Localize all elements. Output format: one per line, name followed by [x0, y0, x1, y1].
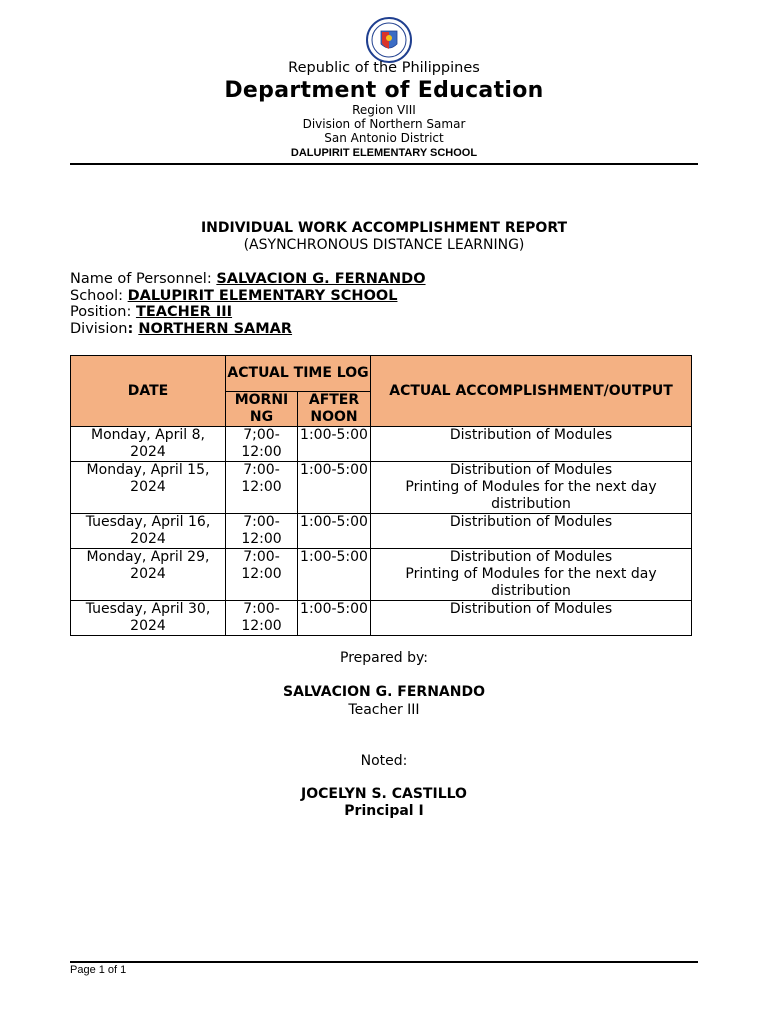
personnel-position: TEACHER III — [135, 304, 233, 320]
prepared-label: Prepared by: — [340, 650, 428, 666]
output-item: Printing of Modules for the next day distribution — [405, 479, 657, 512]
personnel-name-line — [70, 271, 426, 287]
region-text: Region VIII — [352, 103, 416, 117]
date-cell: Tuesday, April 16, 2024 — [71, 514, 226, 549]
date-cell: Monday, April 15, 2024 — [71, 462, 226, 514]
department-title: Department of Education — [224, 78, 544, 103]
time-log-header: ACTUAL TIME LOG — [226, 356, 371, 392]
name-label: Name of Personnel: — [70, 271, 217, 287]
date-cell: Monday, April 8, 2024 — [71, 427, 226, 462]
position-label: Position: — [70, 304, 136, 320]
republic-heading: Republic of the Philippines — [288, 60, 480, 76]
deped-seal-icon — [362, 17, 416, 63]
time-log-body — [71, 427, 692, 636]
output-cell — [371, 549, 692, 601]
output-cell — [371, 514, 692, 549]
morning-cell: 7;00-12:00 — [226, 427, 298, 462]
table-row — [71, 427, 692, 462]
output-item: Distribution of Modules — [449, 462, 613, 478]
date-cell: Tuesday, April 30, 2024 — [71, 601, 226, 636]
table-row — [71, 549, 692, 601]
noted-position: Principal I — [344, 803, 424, 819]
afternoon-cell: 1:00-5:00 — [298, 427, 371, 462]
table-row — [71, 601, 692, 636]
report-subtitle: (ASYNCHRONOUS DISTANCE LEARNING) — [243, 237, 525, 253]
morning-cell: 7:00-12:00 — [226, 514, 298, 549]
noted-label: Noted: — [360, 753, 408, 769]
output-item: Printing of Modules for the next day distribution — [405, 566, 657, 599]
morning-cell: 7:00-12:00 — [226, 462, 298, 514]
date-cell: Monday, April 29, 2024 — [71, 549, 226, 601]
output-cell — [371, 601, 692, 636]
header-divider — [70, 163, 698, 165]
division-text: Division of Northern Samar — [302, 117, 466, 131]
personnel-position-line — [70, 304, 232, 320]
output-header: ACTUAL ACCOMPLISHMENT/OUTPUT — [371, 356, 692, 427]
output-cell — [371, 462, 692, 514]
afternoon-cell: 1:00-5:00 — [298, 601, 371, 636]
school-heading: DALUPIRIT ELEMENTARY SCHOOL — [290, 147, 478, 159]
morning-cell: 7:00-12:00 — [226, 601, 298, 636]
afternoon-cell: 1:00-5:00 — [298, 514, 371, 549]
morning-cell: 7:00-12:00 — [226, 549, 298, 601]
morning-header: MORNI NG — [226, 392, 298, 427]
afternoon-cell: 1:00-5:00 — [298, 462, 371, 514]
division-colon: : — [127, 321, 139, 337]
prepared-name: SALVACION G. FERNANDO — [283, 684, 485, 700]
table-row — [71, 462, 692, 514]
output-item: Distribution of Modules — [449, 514, 613, 530]
date-header: DATE — [71, 356, 226, 427]
output-item: Distribution of Modules — [449, 427, 613, 443]
output-item: Distribution of Modules — [449, 601, 613, 617]
table-row — [71, 514, 692, 549]
personnel-school: DALUPIRIT ELEMENTARY SCHOOL — [127, 288, 398, 304]
personnel-division-line — [70, 321, 292, 337]
afternoon-cell: 1:00-5:00 — [298, 549, 371, 601]
noted-name: JOCELYN S. CASTILLO — [301, 786, 467, 802]
page-number: Page 1 of 1 — [70, 964, 127, 976]
personnel-division: NORTHERN SAMAR — [138, 321, 293, 337]
personnel-name: SALVACION G. FERNANDO — [216, 271, 426, 287]
prepared-position: Teacher III — [348, 702, 420, 718]
output-cell — [371, 427, 692, 462]
report-title: INDIVIDUAL WORK ACCOMPLISHMENT REPORT — [200, 220, 568, 236]
output-item: Distribution of Modules — [449, 549, 613, 565]
time-log-table — [70, 355, 692, 636]
footer-divider — [70, 961, 698, 963]
afternoon-header: AFTER NOON — [298, 392, 371, 427]
district-text: San Antonio District — [324, 131, 444, 145]
personnel-school-line — [70, 288, 397, 304]
division-label: Division — [70, 321, 128, 337]
school-label: School: — [70, 288, 128, 304]
